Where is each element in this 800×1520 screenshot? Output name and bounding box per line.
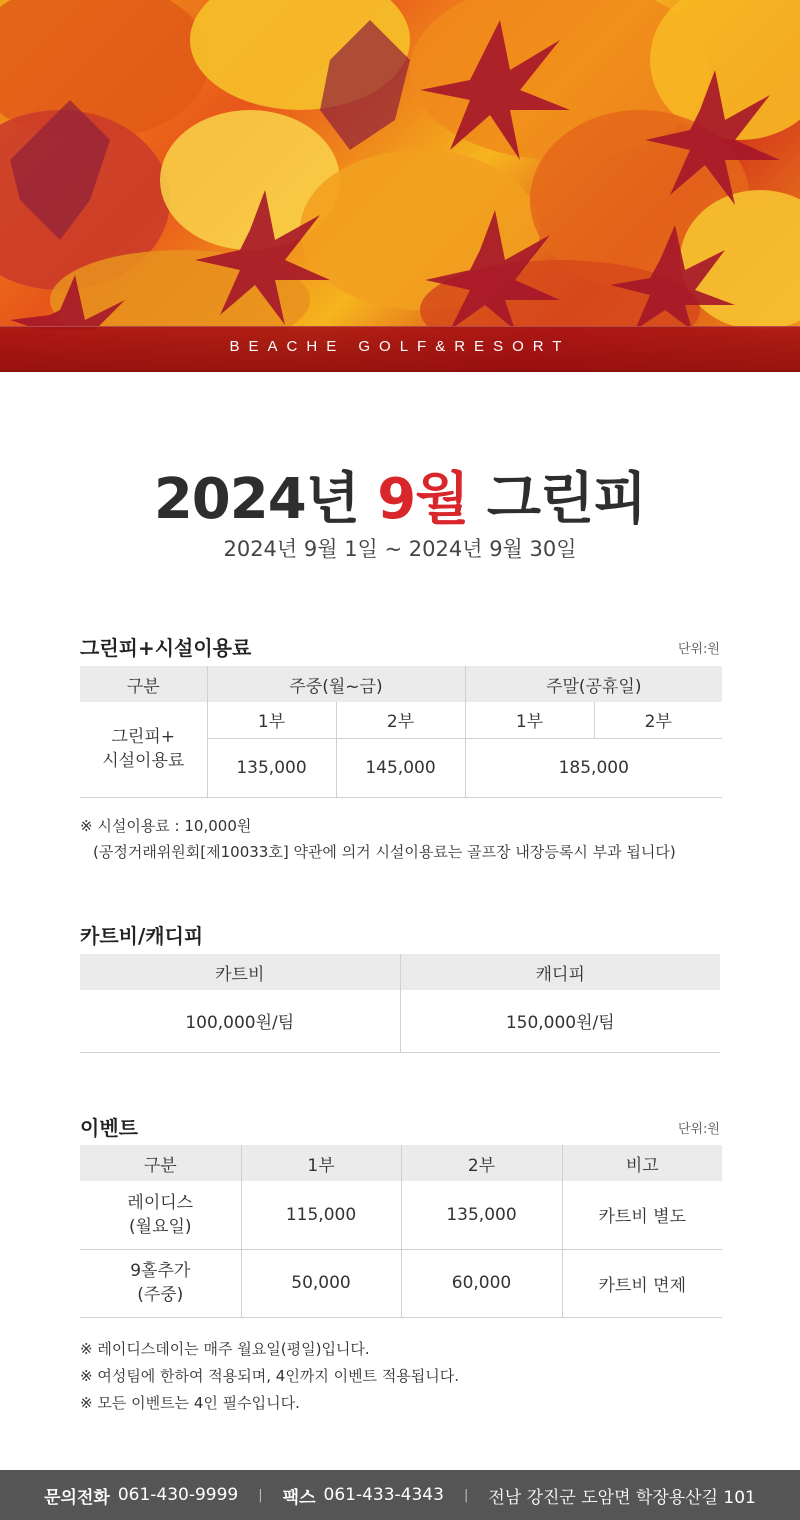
title-suffix: 그린피 [468,467,647,532]
price-cell: 185,000 [465,738,722,797]
note-line: (공정거래위원회[제10033호] 약관에 의거 시설이용료는 골프장 내장등록시 부과 됩니다) [93,843,676,861]
price-cell: 150,000원/팀 [400,990,720,1052]
greenfee-section-title: 그린피+시설이용료 [80,636,252,660]
title-month: 9월 [377,467,469,532]
price-cell: 50,000 [241,1249,401,1317]
table-header: 주중(월~금) [207,666,465,702]
page-title [0,455,800,535]
cart-section-title: 카트비/캐디피 [80,924,204,948]
price-cell: 100,000원/팀 [80,990,400,1052]
brand-name: BEACHE GOLF&RESORT [229,338,571,355]
price-cell: 60,000 [401,1249,562,1317]
period-subtitle: 2024년 9월 1일 ~ 2024년 9월 30일 [223,537,577,561]
remark-cell: 카트비 별도 [562,1181,722,1249]
row-label [80,702,207,797]
price-cell: 145,000 [336,738,465,797]
row-label [80,1181,241,1249]
hero-banner [0,0,800,372]
hero-divider [0,370,800,372]
remark-cell: 카트비 면제 [562,1249,722,1317]
greenfee-unit: 단위:원 [677,642,720,657]
table-header: 구분 [80,666,207,702]
fax-number: 061-433-4343 [323,1485,444,1505]
event-notes [80,1336,459,1417]
table-header: 구분 [80,1145,241,1181]
part-label: 1부 [207,702,336,738]
table-row [80,1249,722,1317]
footer-separator: | [258,1487,263,1503]
cart-table [80,954,720,1053]
footer-separator: | [463,1487,469,1503]
autumn-leaves-image [0,0,800,330]
greenfee-note [80,813,676,865]
row-label-line: 9홀추가 [130,1261,191,1281]
row-label-line: 시설이용료 [102,751,185,772]
event-unit: 단위:원 [677,1122,720,1137]
row-label-line: 레이디스 [127,1192,194,1213]
table-header: 비고 [562,1145,722,1181]
greenfee-table [80,666,722,798]
row-label-line: (주중) [137,1285,184,1305]
title-year: 2024년 [153,467,378,532]
table-header: 2부 [401,1145,562,1181]
table-row [80,1181,722,1249]
fax-label: 팩스 [282,1487,316,1508]
event-section-title: 이벤트 [80,1116,138,1140]
note-line: ※ 모든 이벤트는 4인 필수입니다. [80,1394,300,1412]
address: 전남 강진군 도암면 학장용산길 101 [488,1487,756,1508]
note-line: ※ 시설이용료 : 10,000원 [80,817,252,835]
note-line: ※ 여성팀에 한하여 적용되며, 4인까지 이벤트 적용됩니다. [80,1367,460,1385]
price-cell: 115,000 [241,1181,401,1249]
contact-footer [0,1470,800,1520]
table-header: 1부 [241,1145,401,1181]
row-label [80,1249,241,1317]
table-header: 주말(공휴일) [465,666,722,702]
price-cell: 135,000 [401,1181,562,1249]
row-label-line: 그린피+ [111,727,175,748]
phone-number[interactable]: 061-430-9999 [117,1485,239,1505]
row-label-line: (월요일) [128,1216,192,1237]
part-label: 2부 [336,702,465,738]
table-header: 캐디피 [400,954,720,990]
note-line: ※ 레이디스데이는 매주 월요일(평일)입니다. [80,1340,370,1358]
event-table [80,1145,722,1318]
price-cell: 135,000 [207,738,336,797]
part-label: 1부 [465,702,594,738]
table-header: 카트비 [80,954,400,990]
part-label: 2부 [594,702,722,738]
phone-label: 문의전화 [44,1487,110,1508]
